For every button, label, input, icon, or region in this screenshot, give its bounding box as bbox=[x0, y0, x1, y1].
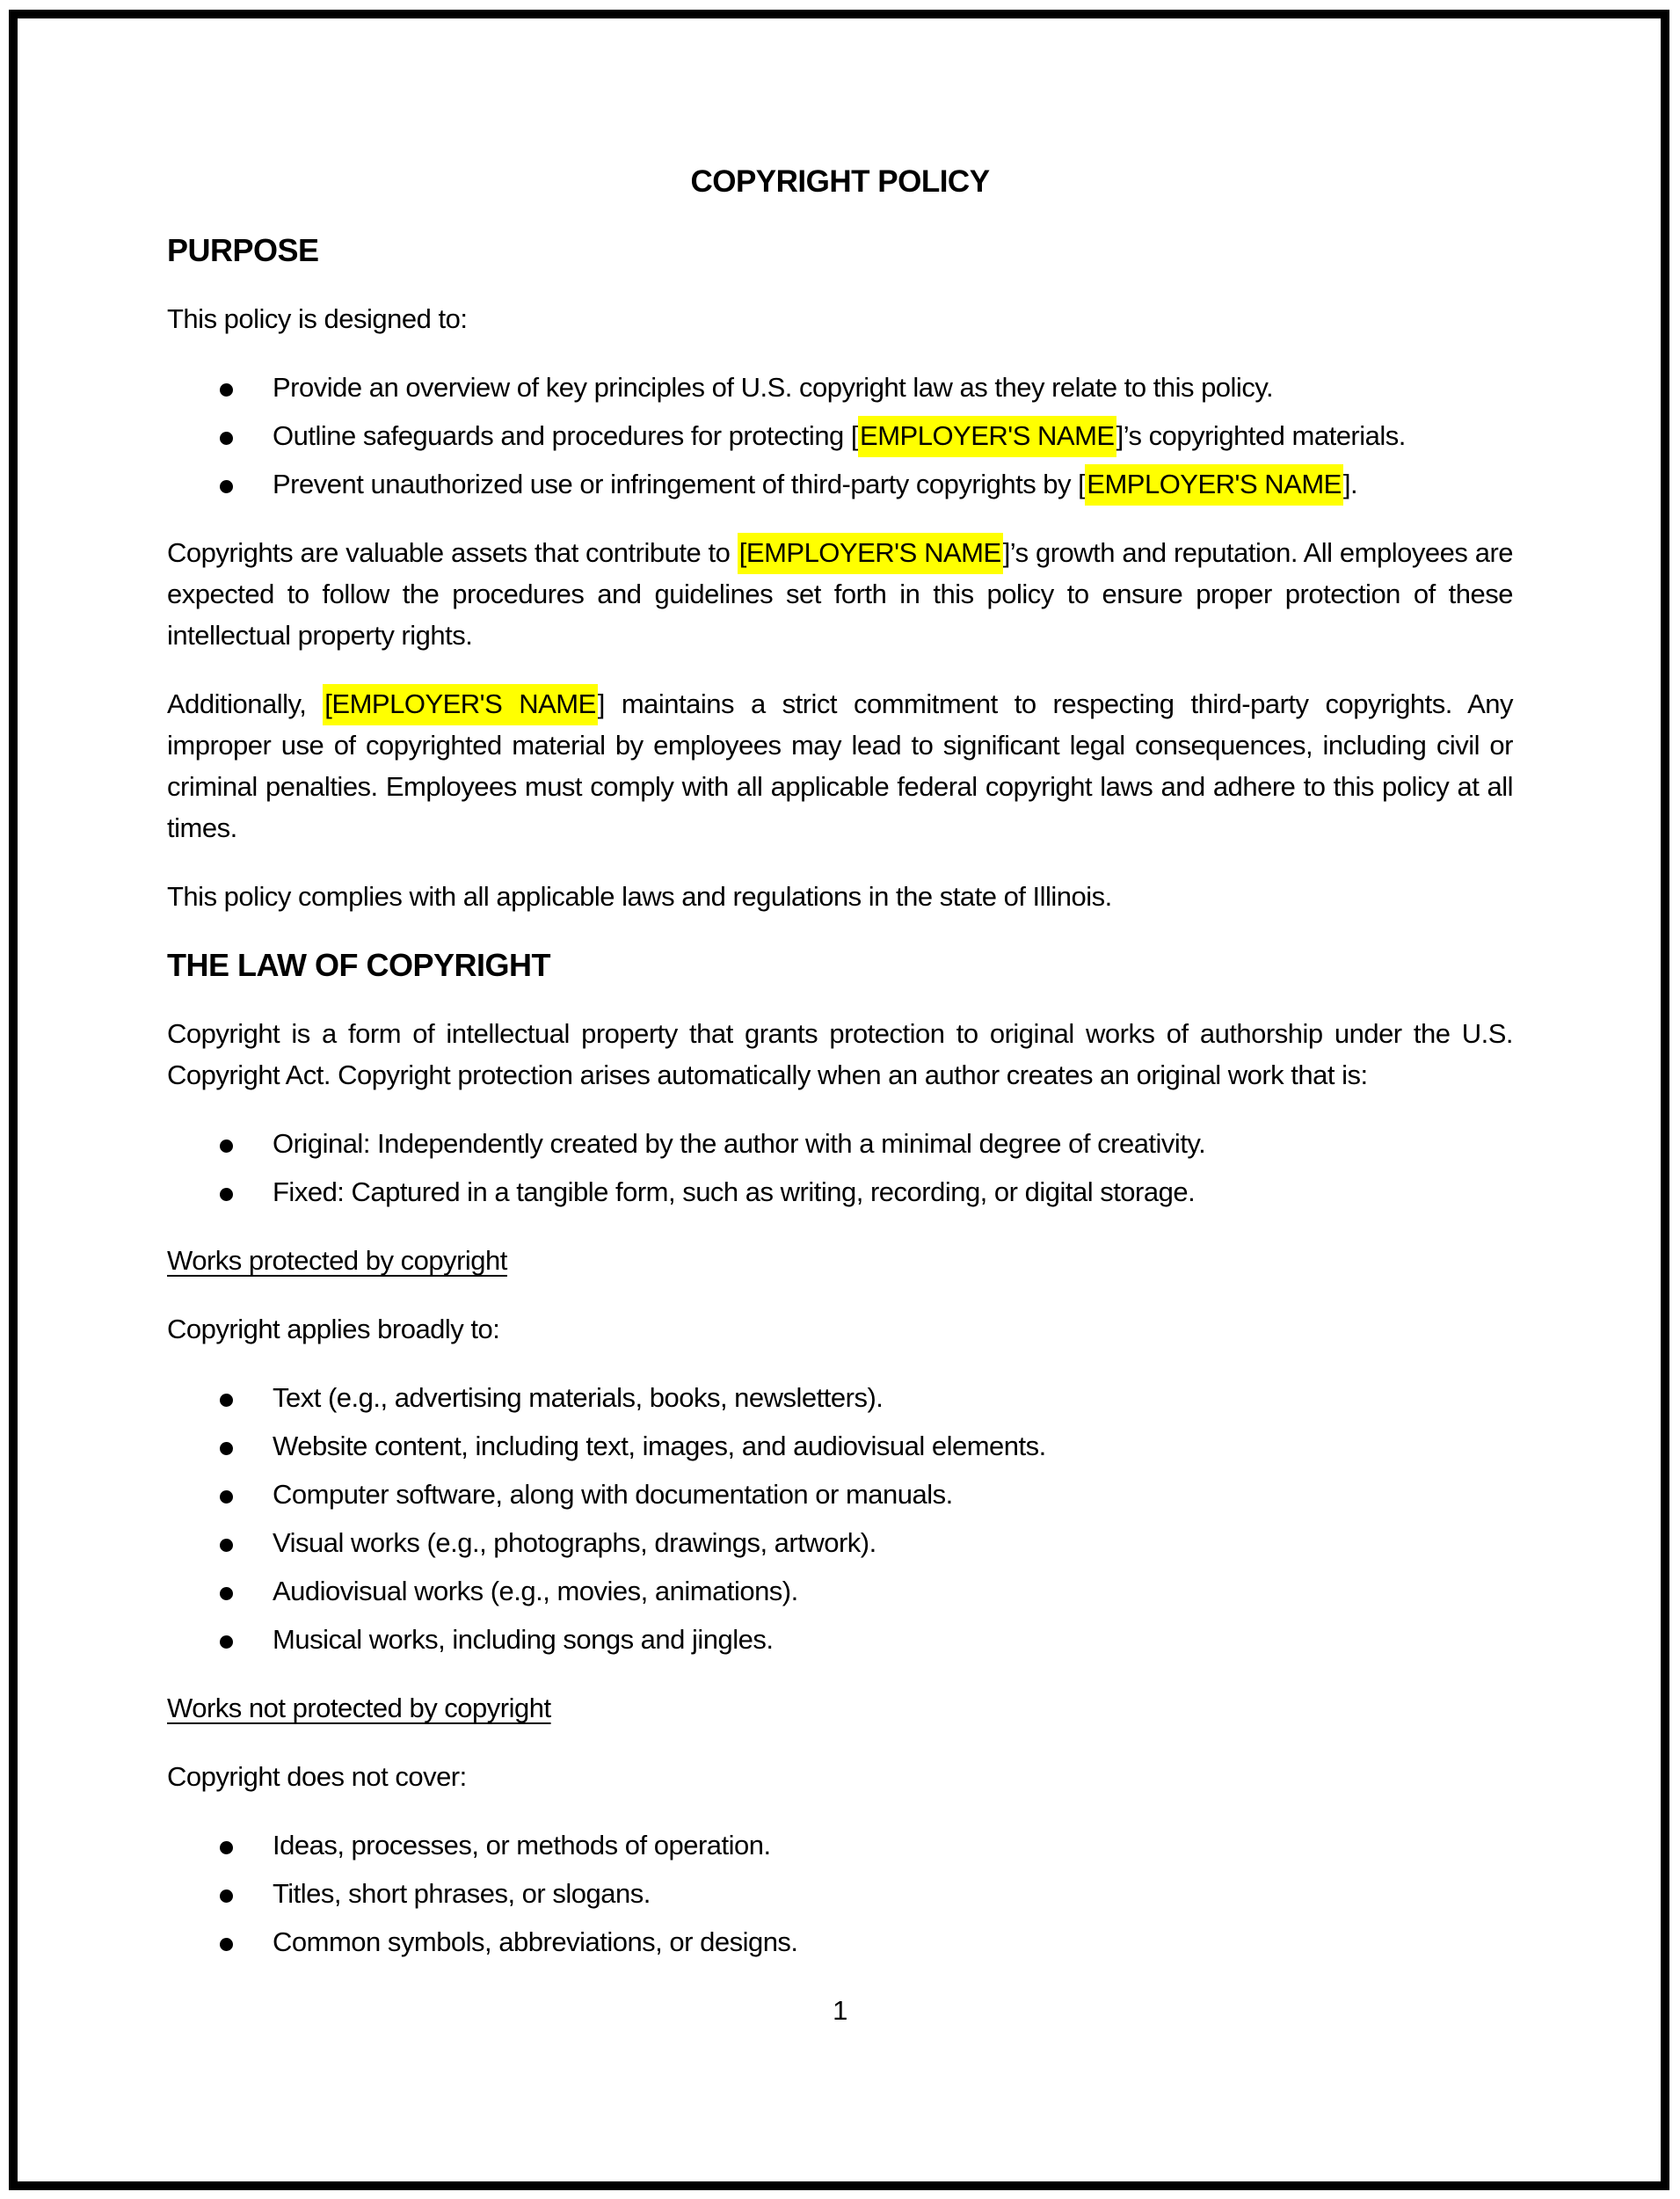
employer-name-highlight: EMPLOYER'S NAME bbox=[1085, 464, 1343, 506]
list-item bbox=[273, 1171, 1513, 1212]
text-segment: Fixed: Captured in a tangible form, such as writing, recording, or digital storage. bbox=[273, 1176, 1196, 1207]
list-item bbox=[273, 1425, 1513, 1467]
document-title: COPYRIGHT POLICY bbox=[690, 164, 990, 199]
section-heading-purpose: PURPOSE bbox=[167, 232, 319, 268]
works-protected-list bbox=[167, 1377, 1513, 1660]
list-item bbox=[273, 463, 1513, 505]
list-item bbox=[273, 1474, 1513, 1515]
text-segment: Musical works, including songs and jingles. bbox=[273, 1624, 774, 1655]
works-not-protected-intro: Copyright does not cover: bbox=[167, 1761, 467, 1792]
works-not-protected-list bbox=[167, 1824, 1513, 1962]
text-segment: Additionally, bbox=[167, 688, 324, 719]
text-segment: Computer software, along with documentation or manuals. bbox=[273, 1479, 953, 1510]
subheading-works-protected: Works protected by copyright bbox=[167, 1245, 507, 1276]
section-heading-law: THE LAW OF COPYRIGHT bbox=[167, 947, 550, 983]
law-bullet-list bbox=[167, 1123, 1513, 1212]
text-segment: Prevent unauthorized use or infringement of third-party copyrights by [ bbox=[273, 469, 1086, 499]
text-segment: Copyrights are valuable assets that contribute to bbox=[167, 537, 738, 568]
paragraph-copyright-assets bbox=[167, 532, 1513, 656]
text-segment: Original: Independently created by the author with a minimal degree of creativity. bbox=[273, 1128, 1206, 1159]
text-segment: Visual works (e.g., photographs, drawings, artwork). bbox=[273, 1527, 876, 1558]
text-segment: ]’s copyrighted materials. bbox=[1116, 420, 1406, 451]
text-segment: ]. bbox=[1342, 469, 1358, 499]
list-item bbox=[273, 1570, 1513, 1612]
employer-name-highlight: [EMPLOYER'S NAME bbox=[323, 684, 597, 725]
employer-name-highlight: [EMPLOYER'S NAME bbox=[738, 533, 1003, 574]
text-segment: Ideas, processes, or methods of operation. bbox=[273, 1830, 771, 1860]
text-segment: ] maintains a strict commitment to respecting third-party copyrights. Any improper use of copyrighted material by employees may lead to significant legal consequences, including civil or criminal penalties. Employees must comply with all applicable federal copyright laws and adhere to this policy at all times. bbox=[167, 688, 1513, 843]
subheading-works-not-protected: Works not protected by copyright bbox=[167, 1693, 551, 1723]
purpose-intro-paragraph: This policy is designed to: bbox=[167, 303, 468, 334]
document-page bbox=[167, 161, 1513, 2031]
text-segment: Website content, including text, images, and audiovisual elements. bbox=[273, 1431, 1046, 1461]
list-item bbox=[273, 1522, 1513, 1563]
text-segment: ]’s growth and reputation. All employees are expected to follow the procedures and guidelines set forth in this policy to ensure proper protection of these intellectual property rights. bbox=[167, 537, 1514, 651]
employer-name-highlight: EMPLOYER'S NAME bbox=[858, 416, 1116, 457]
list-item bbox=[273, 1824, 1513, 1866]
text-segment: Audiovisual works (e.g., movies, animations). bbox=[273, 1576, 798, 1606]
list-item bbox=[273, 1619, 1513, 1660]
text-segment: Text (e.g., advertising materials, books, newsletters). bbox=[273, 1382, 884, 1413]
text-segment: Outline safeguards and procedures for protecting [ bbox=[273, 420, 859, 451]
page-number: 1 bbox=[833, 1995, 847, 2026]
purpose-bullet-list bbox=[167, 367, 1513, 505]
text-segment: Provide an overview of key principles of U.S. copyright law as they relate to this policy. bbox=[273, 372, 1274, 403]
text-segment: Common symbols, abbreviations, or designs. bbox=[273, 1926, 798, 1957]
paragraph-compliance: This policy complies with all applicable laws and regulations in the state of Illinois. bbox=[167, 881, 1112, 912]
list-item bbox=[273, 415, 1513, 456]
text-segment: Titles, short phrases, or slogans. bbox=[273, 1878, 651, 1909]
list-item bbox=[273, 1921, 1513, 1962]
works-protected-intro: Copyright applies broadly to: bbox=[167, 1314, 500, 1344]
list-item bbox=[273, 367, 1513, 408]
law-intro-paragraph: Copyright is a form of intellectual property that grants protection to original works of authorship under the U.S. Copyright Act. Copyright protection arises automatically when an author creates an original work that is: bbox=[167, 1018, 1513, 1090]
list-item bbox=[273, 1873, 1513, 1914]
list-item bbox=[273, 1377, 1513, 1418]
list-item bbox=[273, 1123, 1513, 1164]
paragraph-commitment bbox=[167, 683, 1513, 848]
